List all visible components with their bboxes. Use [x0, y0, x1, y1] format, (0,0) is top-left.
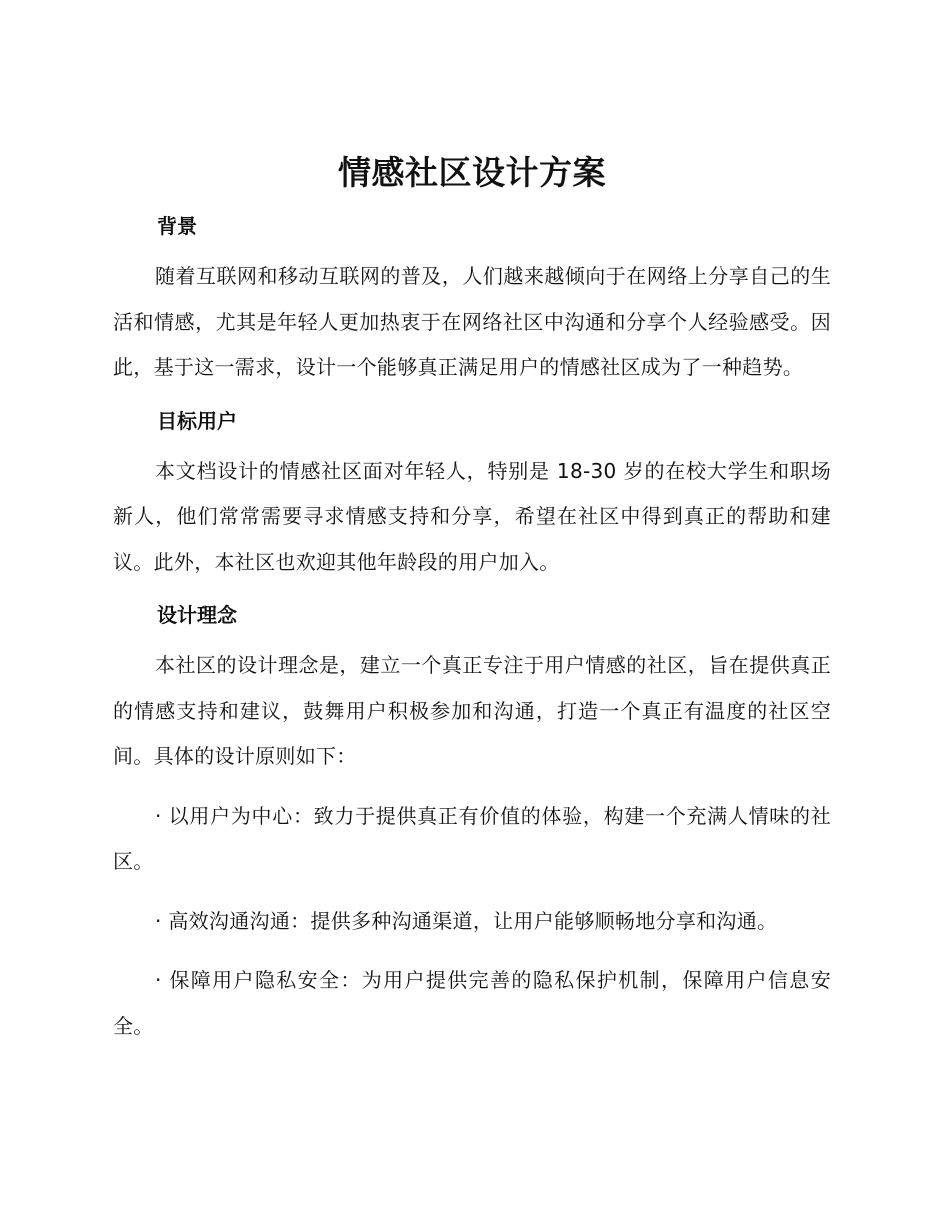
- principle-efficient-communication: · 高效沟通沟通：提供多种沟通渠道，让用户能够顺畅地分享和沟通。: [155, 908, 778, 933]
- target-users-paragraph: 本文档设计的情感社区面对年轻人，特别是 18-30 岁的在校大学生和职场新人，他们常常需要寻求情感支持和分享，希望在社区中得到真正的帮助和建议。此外，本社区也欢迎其他年龄段的用户加入。: [113, 458, 831, 574]
- principle-user-centered: · 以用户为中心：致力于提供真正有价值的体验，构建一个充满人情味的社区。: [113, 803, 831, 873]
- principle-privacy-security: · 保障用户隐私安全：为用户提供完善的隐私保护机制，保障用户信息安全。: [113, 968, 831, 1038]
- section-heading-target-users: 目标用户: [157, 408, 237, 433]
- section-heading-design-concept: 设计理念: [157, 603, 237, 627]
- section-heading-background: 背景: [157, 214, 197, 238]
- document-title: 情感社区设计方案: [338, 153, 606, 192]
- background-paragraph: 随着互联网和移动互联网的普及，人们越来越倾向于在网络上分享自己的生活和情感，尤其是年轻人更加热衷于在网络社区中沟通和分享个人经验感受。因此，基于这一需求，设计一个能够真正满足用户的情感社区成为了一种趋势。: [113, 264, 831, 379]
- document-page: [113, 150, 831, 1049]
- design-concept-paragraph: 本社区的设计理念是，建立一个真正专注于用户情感的社区，旨在提供真正的情感支持和建议，鼓舞用户积极参加和沟通，打造一个真正有温度的社区空间。具体的设计原则如下：: [113, 653, 831, 768]
